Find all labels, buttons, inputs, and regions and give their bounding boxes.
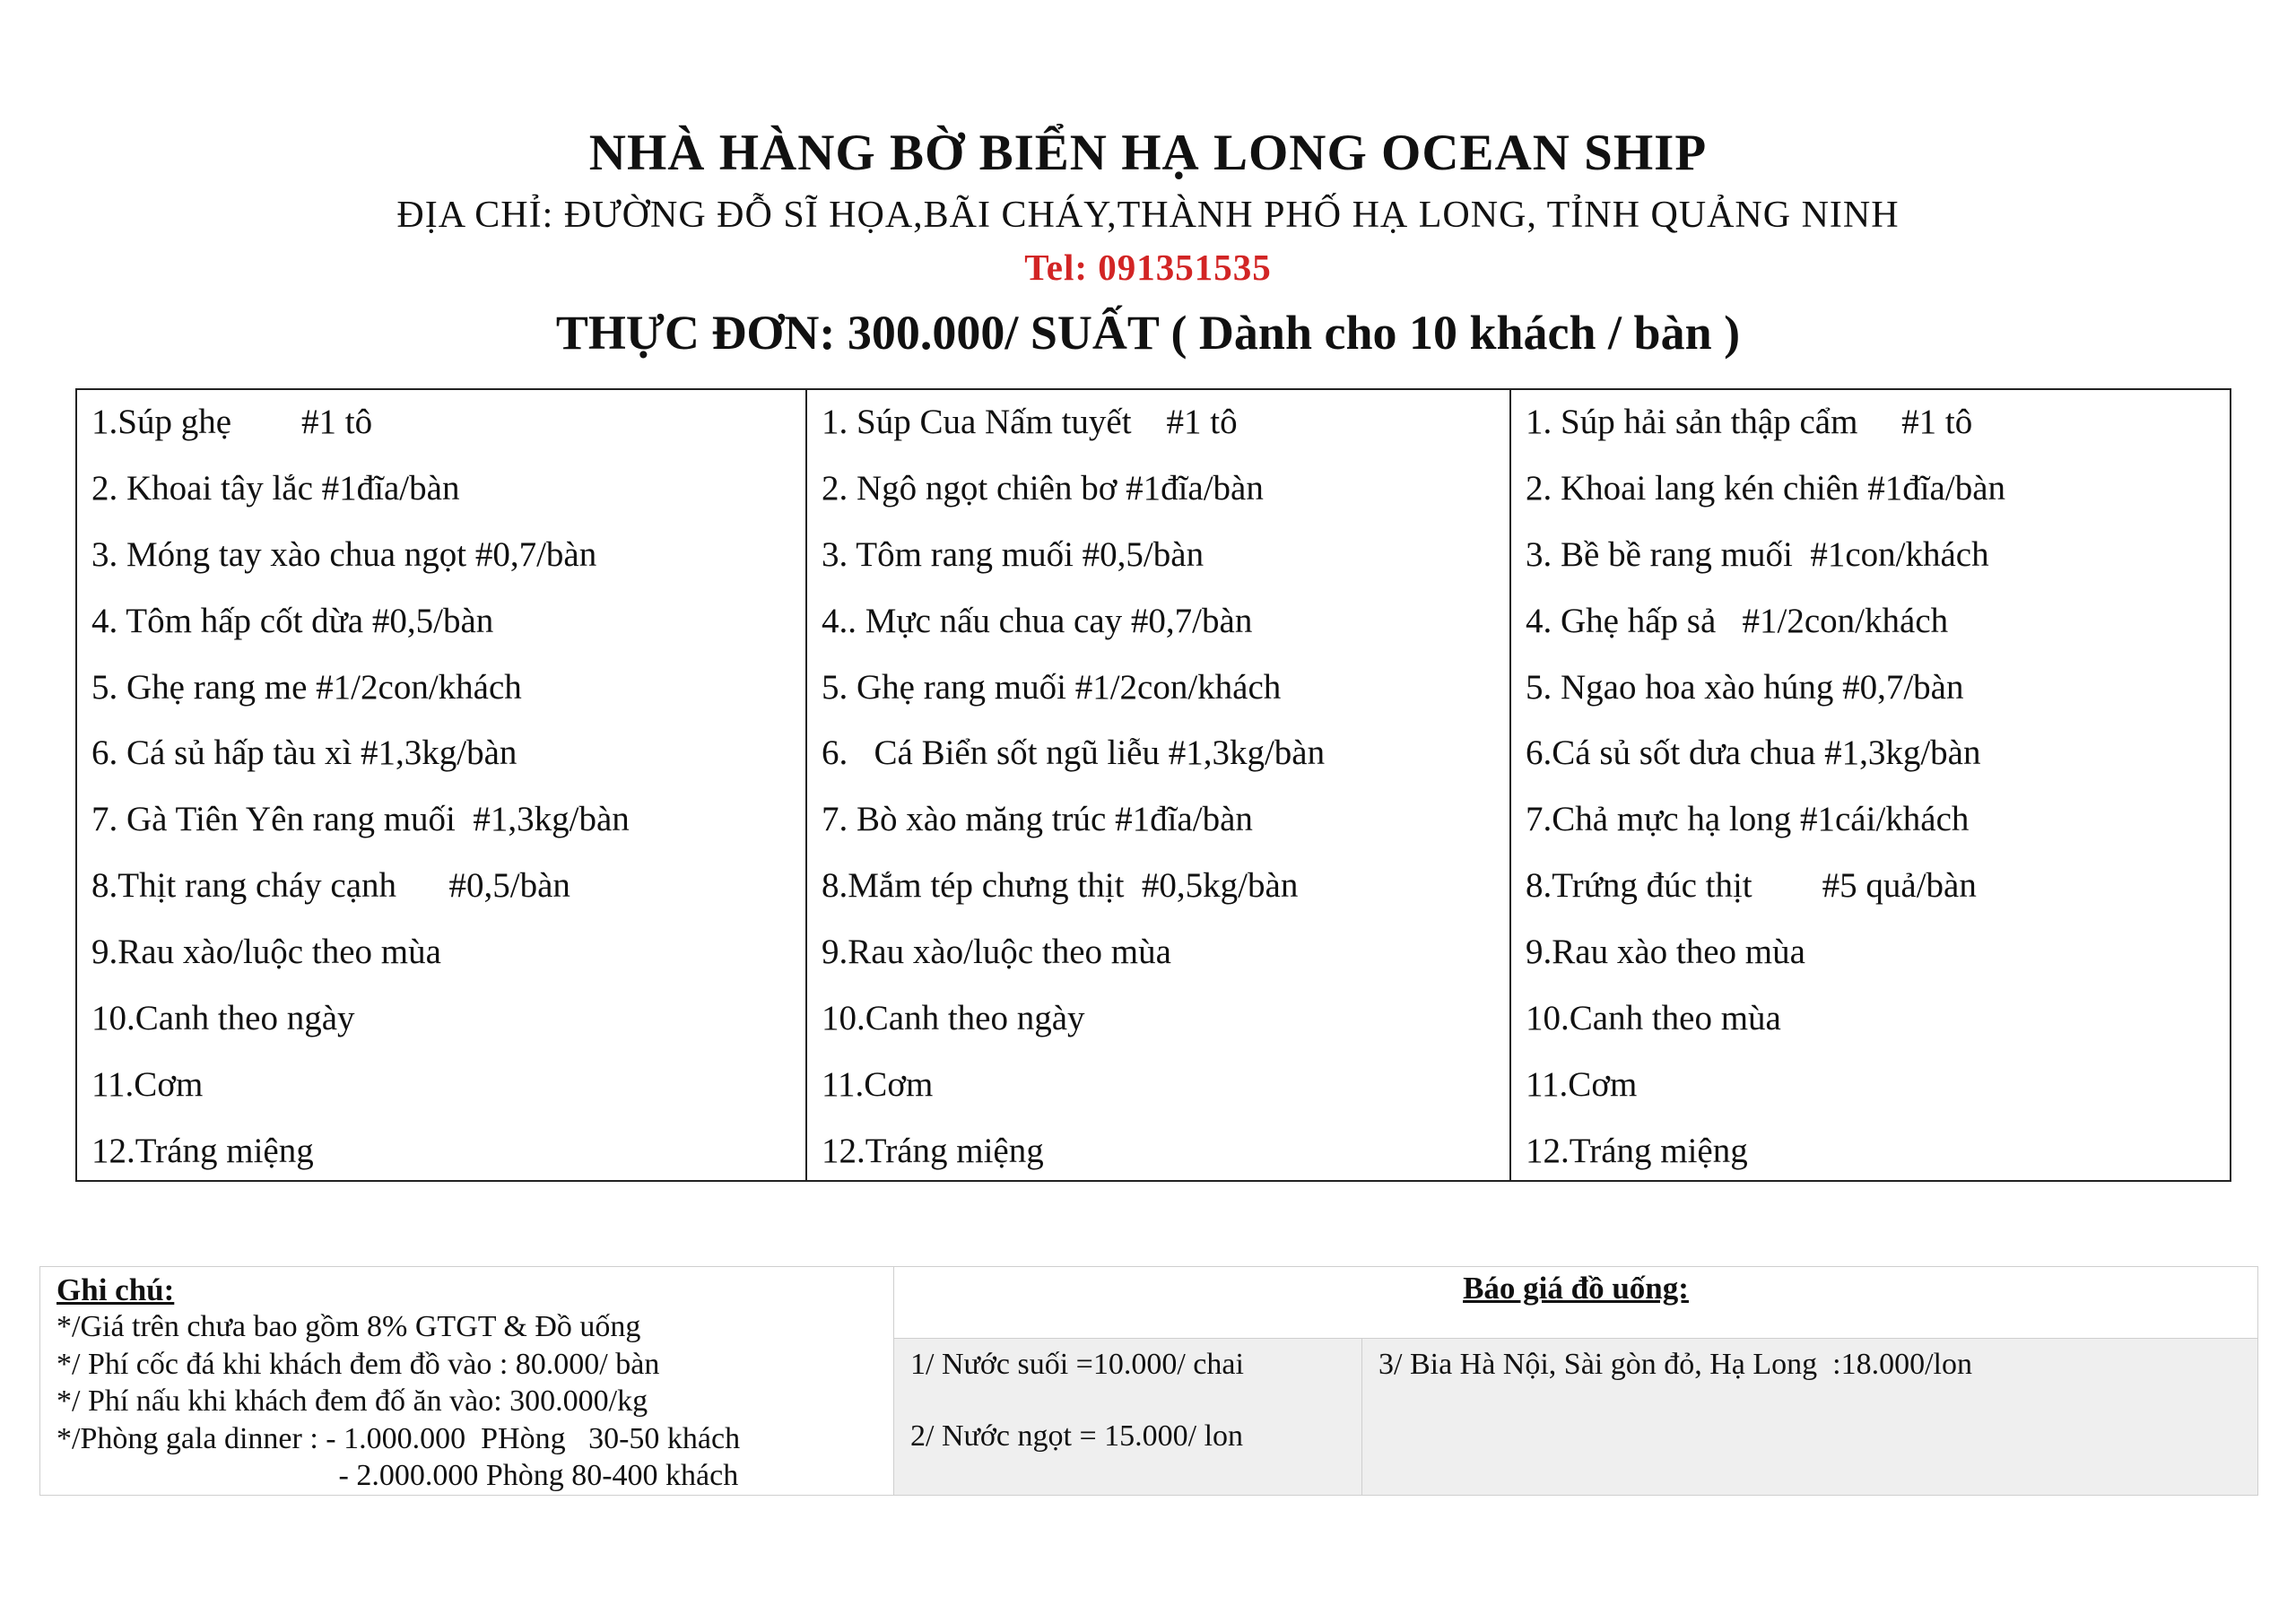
menu-item: 7. Bò xào măng trúc #1đĩa/bàn bbox=[822, 800, 1253, 839]
notes-section bbox=[40, 1267, 894, 1495]
notes-table bbox=[39, 1266, 2258, 1496]
menu-item: 2. Khoai lang kén chiên #1đĩa/bàn bbox=[1526, 468, 2006, 508]
menu-item: 12.Tráng miệng bbox=[91, 1131, 314, 1170]
menu-item: 8.Thịt rang cháy cạnh #0,5/bàn bbox=[91, 866, 570, 906]
menu-item: 1. Súp hải sản thập cẩm #1 tô bbox=[1526, 403, 1973, 441]
menu-item: 10.Canh theo ngày bbox=[91, 999, 355, 1038]
menu-item: 9.Rau xào/luộc theo mùa bbox=[91, 933, 441, 972]
notes-heading: Ghi chú: bbox=[57, 1272, 175, 1307]
menu-item: 8.Trứng đúc thịt #5 quả/bàn bbox=[1526, 866, 1977, 906]
menu-item: 12.Tráng miệng bbox=[822, 1131, 1044, 1170]
drink-item: 1/ Nước suối =10.000/ chai bbox=[910, 1348, 1244, 1381]
menu-item: 11.Cơm bbox=[91, 1064, 204, 1104]
menu-column-2 bbox=[805, 390, 1509, 1180]
menu-item: 6. Cá Biển sốt ngũ liễu #1,3kg/bàn bbox=[822, 733, 1326, 773]
menu-item: 1.Súp ghẹ #1 tô bbox=[91, 403, 373, 441]
menu-item: 9.Rau xào/luộc theo mùa bbox=[822, 933, 1171, 972]
drinks-body bbox=[894, 1339, 2257, 1495]
menu-item: 2. Ngô ngọt chiên bơ #1đĩa/bàn bbox=[822, 468, 1264, 508]
restaurant-address: ĐỊA CHỈ: ĐƯỜNG ĐỖ SĨ HỌA,BÃI CHÁY,THÀNH PHỐ HẠ LONG, TỈNH QUẢNG NINH bbox=[396, 195, 1900, 236]
menu-item: 7. Gà Tiên Yên rang muối #1,3kg/bàn bbox=[91, 800, 630, 839]
drinks-column-left bbox=[894, 1339, 1362, 1495]
menu-item: 3. Tôm rang muối #0,5/bàn bbox=[822, 534, 1205, 574]
drinks-heading: Báo giá đồ uống: bbox=[1463, 1271, 1689, 1306]
menu-item: 4.. Mực nấu chua cay #0,7/bàn bbox=[822, 601, 1253, 640]
restaurant-title: NHÀ HÀNG BỜ BIỂN HẠ LONG OCEAN SHIP bbox=[588, 125, 1708, 181]
restaurant-phone: Tel: 091351535 bbox=[1024, 247, 1272, 288]
menu-item: 10.Canh theo ngày bbox=[822, 999, 1085, 1038]
menu-item: 5. Ngao hoa xào húng #0,7/bàn bbox=[1526, 667, 1964, 707]
menu-table bbox=[75, 388, 2231, 1182]
menu-column-1 bbox=[77, 390, 805, 1180]
drinks-section bbox=[894, 1267, 2257, 1495]
note-line: */ Phí nấu khi khách đem đố ăn vào: 300.000/kg bbox=[57, 1384, 648, 1418]
note-line: */Phòng gala dinner : - 1.000.000 PHòng 30-50 khách bbox=[57, 1421, 741, 1455]
menu-item: 5. Ghẹ rang me #1/2con/khách bbox=[91, 667, 522, 707]
menu-item: 1. Súp Cua Nấm tuyết #1 tô bbox=[822, 403, 1238, 441]
menu-item: 3. Móng tay xào chua ngọt #0,7/bàn bbox=[91, 534, 597, 574]
menu-item: 4. Ghẹ hấp sả #1/2con/khách bbox=[1526, 601, 1949, 640]
menu-column-3 bbox=[1509, 390, 2230, 1180]
note-line: */Giá trên chưa bao gồm 8% GTGT & Đồ uống bbox=[57, 1310, 641, 1343]
menu-item: 8.Mắm tép chưng thịt #0,5kg/bàn bbox=[822, 866, 1299, 906]
menu-item: 3. Bề bề rang muối #1con/khách bbox=[1526, 534, 1989, 574]
drinks-heading-cell bbox=[894, 1267, 2257, 1339]
note-line: */ Phí cốc đá khi khách đem đồ vào : 80.000/ bàn bbox=[57, 1347, 660, 1381]
menu-item: 12.Tráng miệng bbox=[1526, 1131, 1748, 1170]
menu-item: 2. Khoai tây lắc #1đĩa/bàn bbox=[91, 468, 460, 508]
drink-item: 2/ Nước ngọt = 15.000/ lon bbox=[910, 1419, 1244, 1453]
menu-item: 4. Tôm hấp cốt dừa #0,5/bàn bbox=[91, 601, 494, 640]
drink-item: 3/ Bia Hà Nội, Sài gòn đỏ, Hạ Long :18.000/lon bbox=[1378, 1348, 1973, 1381]
menu-item: 7.Chả mực hạ long #1cái/khách bbox=[1526, 800, 1970, 839]
menu-item: 10.Canh theo mùa bbox=[1526, 999, 1781, 1038]
menu-item: 11.Cơm bbox=[822, 1064, 934, 1104]
menu-item: 6. Cá sủ hấp tàu xì #1,3kg/bàn bbox=[91, 733, 517, 773]
menu-item: 6.Cá sủ sốt dưa chua #1,3kg/bàn bbox=[1526, 733, 1981, 773]
menu-item: 5. Ghẹ rang muối #1/2con/khách bbox=[822, 667, 1282, 707]
note-line: - 2.000.000 Phòng 80-400 khách bbox=[57, 1459, 739, 1492]
menu-item: 11.Cơm bbox=[1526, 1064, 1638, 1104]
menu-item: 9.Rau xào theo mùa bbox=[1526, 933, 1805, 972]
menu-title: THỰC ĐƠN: 300.000/ SUẤT ( Dành cho 10 khách / bàn ) bbox=[555, 306, 1741, 360]
drinks-column-right bbox=[1362, 1339, 2257, 1495]
